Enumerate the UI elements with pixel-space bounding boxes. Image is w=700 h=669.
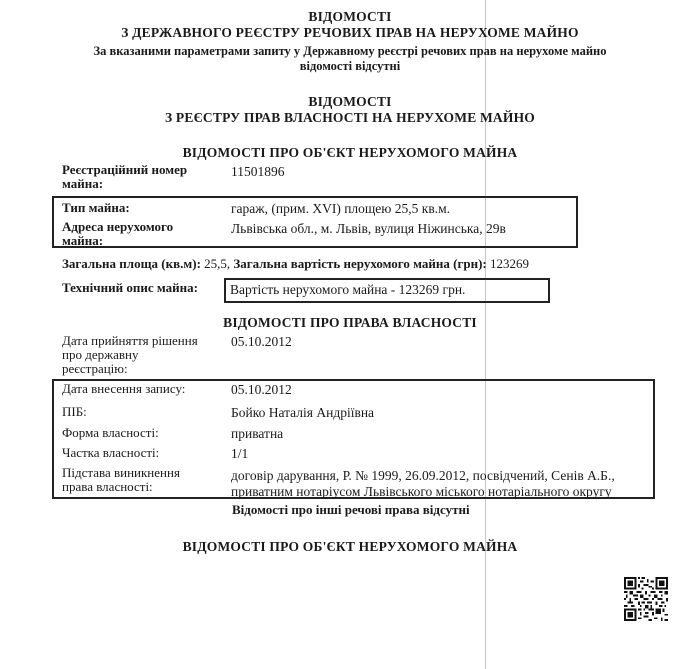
ownership-share-label: Частка власності: <box>62 445 160 460</box>
section1-note-line1: За вказаними параметрами запиту у Державному реєстрі речових прав на нерухоме майно <box>93 44 607 58</box>
area-value: 25,5, <box>204 256 231 271</box>
ownership-form-label: Форма власності: <box>62 425 159 440</box>
address-value: Львівська обл., м. Львів, вулиця Ніжинська, 29в <box>231 221 506 236</box>
ownership-share-value: 1/1 <box>231 446 249 461</box>
other-rights-note: Відомості про інші речові права відсутні <box>232 502 470 517</box>
section1-title-line1: ВІДОМОСТІ <box>308 9 392 24</box>
cost-label: Загальна вартість нерухомого майна (грн): <box>233 256 487 271</box>
address-label-1: Адреса нерухомого <box>62 219 174 234</box>
decision-label-2: про державну <box>62 347 139 362</box>
ownership-basis-value-2: приватним нотаріусом Львівського міського нотаріального округу <box>231 484 612 499</box>
cost-value: 123269 <box>490 256 529 271</box>
object-heading-2: ВІДОМОСТІ ПРО ОБ'ЄКТ НЕРУХОМОГО МАЙНА <box>182 539 518 554</box>
object-heading: ВІДОМОСТІ ПРО ОБ'ЄКТ НЕРУХОМОГО МАЙНА <box>182 145 518 160</box>
entry-date-label: Дата внесення запису: <box>62 381 186 396</box>
tech-description-value: Вартість нерухомого майна - 123269 грн. <box>230 282 466 297</box>
type-value: гараж, (прим. XVI) площею 25,5 кв.м. <box>231 201 450 216</box>
decision-label-3: реєстрацію: <box>62 361 128 376</box>
qr-code-icon <box>624 577 668 621</box>
section2-title-line1: ВІДОМОСТІ <box>308 94 392 109</box>
area-cost-line <box>62 256 529 272</box>
decision-date-value: 05.10.2012 <box>231 334 292 349</box>
section2-title-line2: З РЕЄСТРУ ПРАВ ВЛАСНОСТІ НА НЕРУХОМЕ МАЙНО <box>165 110 535 125</box>
section1-title-line2: З ДЕРЖАВНОГО РЕЄСТРУ РЕЧОВИХ ПРАВ НА НЕРУХОМЕ МАЙНО <box>121 25 579 40</box>
reg-number-label-1: Реєстраційний номер <box>62 162 188 177</box>
pib-value: Бойко Наталія Андріївна <box>231 405 375 420</box>
ownership-basis-label-1: Підстава виникнення <box>62 465 180 480</box>
address-label-2: майна: <box>62 233 104 248</box>
reg-number-value: 11501896 <box>231 164 285 179</box>
rights-heading: ВІДОМОСТІ ПРО ПРАВА ВЛАСНОСТІ <box>223 315 477 330</box>
ownership-basis-value-1: договір дарування, Р. № 1999, 26.09.2012, посвідчений, Сенів А.Б., <box>231 468 615 483</box>
type-label: Тип майна: <box>62 200 130 215</box>
ownership-form-value: приватна <box>231 426 284 441</box>
reg-number-label-2: майна: <box>62 176 104 191</box>
section1-note-line2: відомості відсутні <box>299 59 401 73</box>
decision-label-1: Дата прийняття рішення <box>62 333 198 348</box>
entry-date-value: 05.10.2012 <box>231 382 292 397</box>
ownership-basis-label-2: права власності: <box>62 479 153 494</box>
tech-description-label: Технічний опис майна: <box>62 280 198 295</box>
pib-label: ПІБ: <box>62 404 87 419</box>
area-label: Загальна площа (кв.м): <box>62 256 201 271</box>
